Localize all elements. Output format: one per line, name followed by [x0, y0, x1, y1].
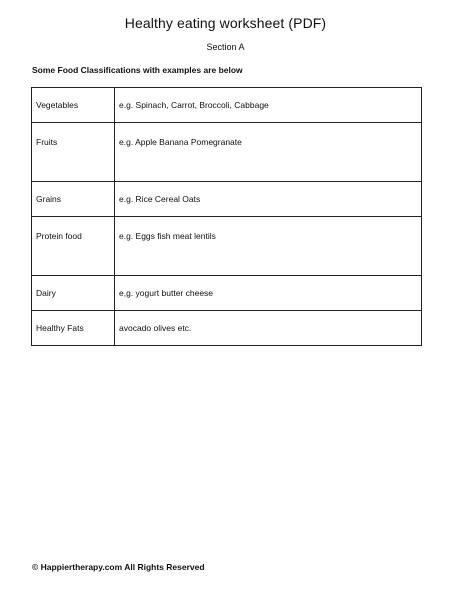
page-title: Healthy eating worksheet (PDF) [124, 15, 327, 31]
table-row [32, 182, 422, 217]
table-row [32, 311, 422, 346]
category-cell: Healthy Fats [32, 311, 115, 346]
examples-cell: e.g. Eggs fish meat lentils [115, 217, 422, 276]
table-row [32, 88, 422, 123]
category-cell: Protein food [32, 217, 115, 276]
table-row [32, 217, 422, 276]
examples-cell: e.g. Spinach, Carrot, Broccoli, Cabbage [115, 88, 422, 123]
examples-cell: avocado olives etc. [115, 311, 422, 346]
category-cell: Vegetables [32, 88, 115, 123]
examples-cell: e,g. yogurt butter cheese [115, 276, 422, 311]
category-cell: Fruits [32, 123, 115, 182]
table-row [32, 276, 422, 311]
intro-text: Some Food Classifications with examples are below [32, 65, 243, 75]
examples-cell: e.g. Apple Banana Pomegranate [115, 123, 422, 182]
category-cell: Dairy [32, 276, 115, 311]
category-cell: Grains [32, 182, 115, 217]
copyright-footer: © Happiertherapy.com All Rights Reserved [32, 562, 205, 572]
table-row [32, 123, 422, 182]
food-classification-table [31, 87, 422, 346]
section-label: Section A [206, 42, 245, 52]
examples-cell: e.g. Rice Cereal Oats [115, 182, 422, 217]
